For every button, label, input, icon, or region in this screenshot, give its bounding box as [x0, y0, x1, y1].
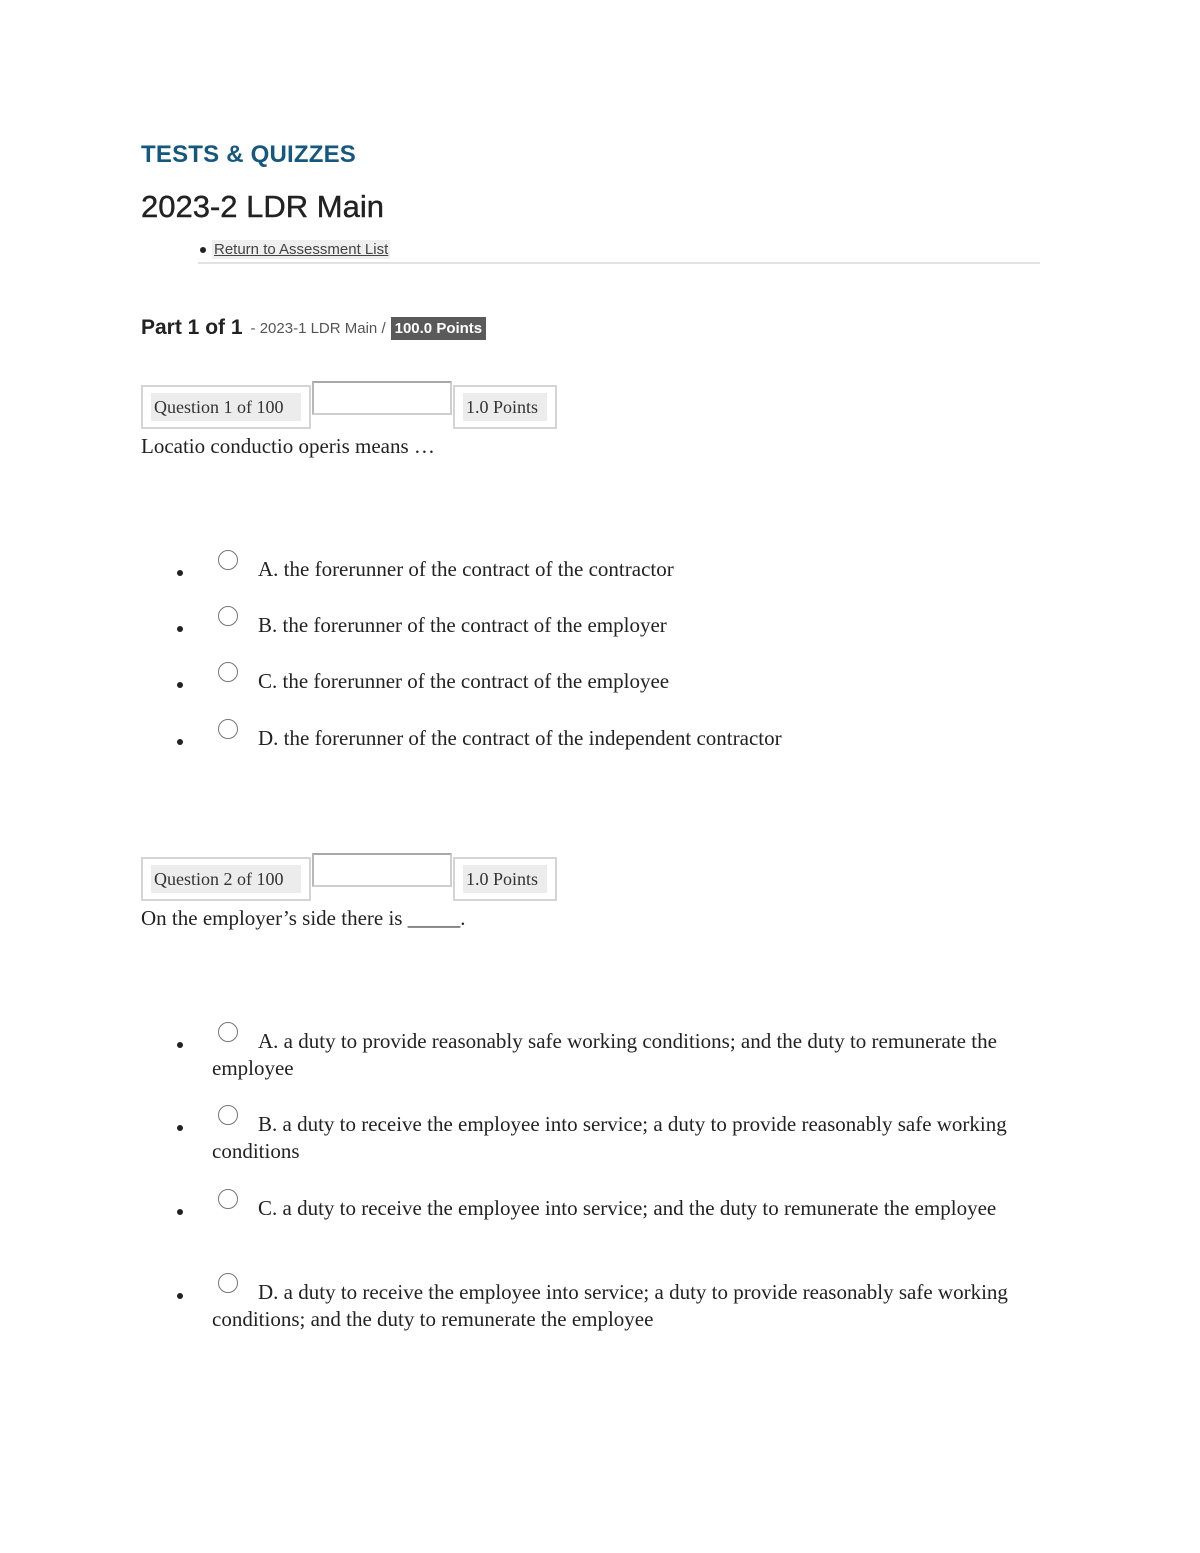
- option-text: B. a duty to receive the employee into service; a duty to provide reasonably safe working conditions: [212, 1112, 1007, 1163]
- option-text: A. the forerunner of the contract of the contractor: [258, 557, 674, 581]
- part-subtitle: - 2023-1 LDR Main /: [250, 319, 386, 337]
- list-bullet-icon: [177, 1042, 183, 1048]
- question-number-label: Question 2 of 100: [151, 865, 301, 893]
- list-bullet-icon: [177, 1125, 183, 1131]
- list-bullet-icon: [177, 1293, 183, 1299]
- question-points-label: 1.0 Points: [463, 865, 547, 893]
- option-text: A. a duty to provide reasonably safe working conditions; and the duty to remunerate the employee: [212, 1029, 997, 1080]
- question-header: [141, 381, 1061, 431]
- question-points-box: [453, 385, 557, 429]
- question-number-box: [141, 857, 311, 901]
- list-bullet-icon: [177, 1209, 183, 1215]
- option-text: D. the forerunner of the contract of the independent contractor: [258, 726, 782, 750]
- nav-bullet-icon: [200, 247, 206, 253]
- option-text: D. a duty to receive the employee into service; a duty to provide reasonably safe working conditions; and the duty to remunerate the employee: [212, 1280, 1008, 1331]
- question-text: Locatio conductio operis means …: [141, 434, 435, 458]
- question-text: On the employer’s side there is _____.: [141, 906, 466, 930]
- question-answer-input[interactable]: [312, 853, 452, 887]
- list-bullet-icon: [177, 739, 183, 745]
- return-to-assessment-list-link[interactable]: Return to Assessment List: [214, 241, 389, 258]
- question-points-label: 1.0 Points: [463, 393, 547, 421]
- tool-title: TESTS & QUIZZES: [141, 141, 357, 168]
- question-points-box: [453, 857, 557, 901]
- list-bullet-icon: [177, 570, 183, 576]
- question-number-label: Question 1 of 100: [151, 393, 301, 421]
- question-1: [141, 381, 1061, 750]
- question-number-box: [141, 385, 311, 429]
- option-text: C. a duty to receive the employee into service; and the duty to remunerate the employee: [258, 1196, 997, 1220]
- list-bullet-icon: [177, 682, 183, 688]
- list-bullet-icon: [177, 626, 183, 632]
- option-text: B. the forerunner of the contract of the employer: [258, 613, 667, 637]
- part-points-badge: 100.0 Points: [391, 317, 487, 340]
- assessment-title: 2023-2 LDR Main: [141, 189, 384, 224]
- question-2: [141, 853, 1061, 1331]
- question-answer-input[interactable]: [312, 381, 452, 415]
- part-label: Part 1 of 1: [141, 316, 243, 339]
- part-header: [141, 316, 486, 340]
- option-text: C. the forerunner of the contract of the employee: [258, 669, 670, 693]
- assessment-nav: [198, 238, 1040, 264]
- question-header: [141, 853, 1061, 903]
